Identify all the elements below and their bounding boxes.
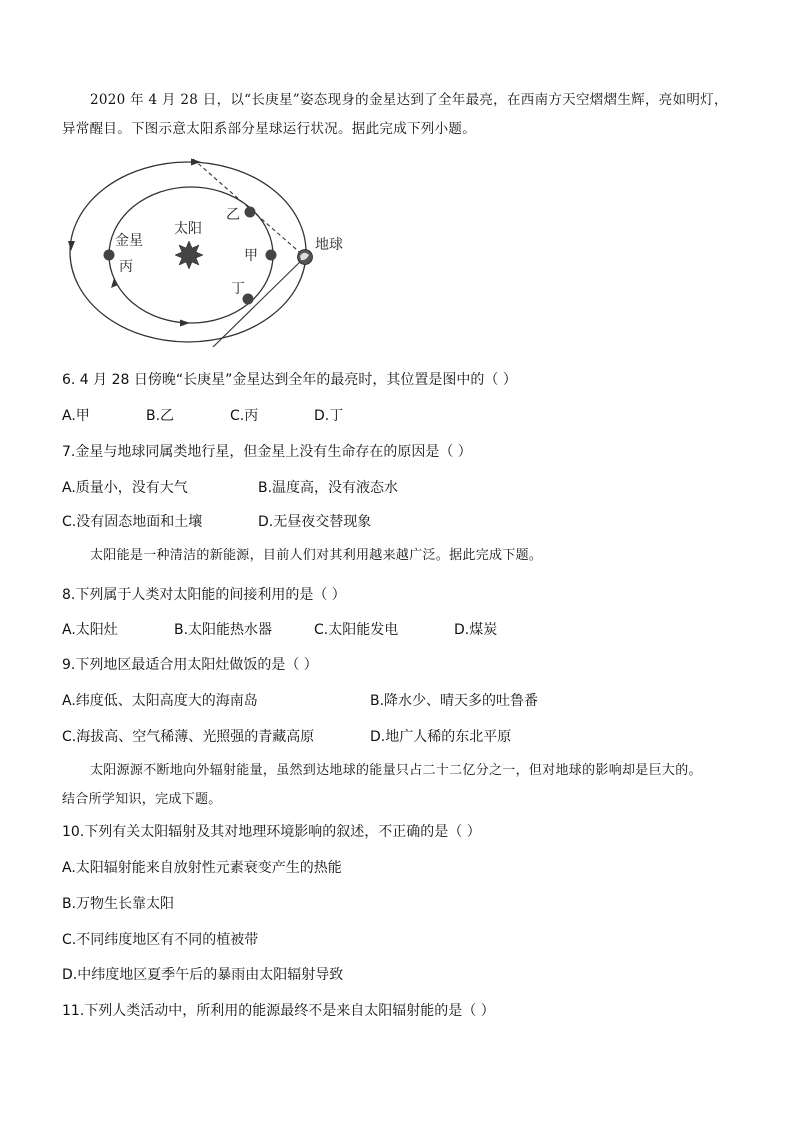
venus-position-bing bbox=[104, 250, 115, 261]
q9-option-b[interactable]: B.降水少、晴天多的吐鲁番 bbox=[370, 693, 539, 709]
q7-option-a[interactable]: A.质量小，没有大气 bbox=[62, 480, 188, 496]
passage-3 bbox=[62, 756, 762, 814]
q10-option-b[interactable]: B.万物生长靠太阳 bbox=[62, 896, 175, 912]
passage-1-line-2: 异常醒目。下图示意太阳系部分星球运行状况。据此完成下列小题。 bbox=[62, 121, 476, 137]
q9-option-d[interactable]: D.地广人稀的东北平原 bbox=[370, 729, 512, 745]
label-ding: 丁 bbox=[231, 281, 245, 297]
question-6: 6. 4 月 28 日傍晚“长庚星”金星达到全年的最亮时，其位置是图中的（ ） bbox=[62, 372, 517, 388]
q8-option-c[interactable]: C.太阳能发电 bbox=[314, 622, 399, 638]
venus-position-jia bbox=[266, 250, 277, 261]
q6-option-a[interactable]: A.甲 bbox=[62, 408, 90, 424]
question-7: 7.金星与地球同属类地行星，但金星上没有生命存在的原因是（ ） bbox=[62, 444, 472, 460]
q10-option-c[interactable]: C.不同纬度地区有不同的植被带 bbox=[62, 932, 259, 948]
venus-label: 金星 bbox=[115, 233, 143, 249]
label-yi: 乙 bbox=[226, 207, 240, 223]
sun-label: 太阳 bbox=[174, 221, 202, 237]
passage-3-line-2: 结合所学知识，完成下题。 bbox=[62, 792, 222, 807]
q7-option-b[interactable]: B.温度高，没有液态水 bbox=[258, 480, 399, 496]
label-jia: 甲 bbox=[244, 248, 258, 264]
label-bing: 丙 bbox=[119, 259, 133, 275]
q8-option-d[interactable]: D.煤炭 bbox=[454, 622, 498, 638]
passage-1-line-1: 2020 年 4 月 28 日，以“长庚星”姿态现身的金星达到了全年最亮，在西南方天空熠熠生辉，亮如明灯， bbox=[90, 92, 728, 108]
q7-option-d[interactable]: D.无昼夜交替现象 bbox=[258, 514, 372, 530]
tangent-line-lower bbox=[211, 257, 305, 347]
q6-option-b[interactable]: B.乙 bbox=[146, 408, 175, 424]
q6-option-d[interactable]: D.丁 bbox=[314, 408, 344, 424]
q7-option-c[interactable]: C.没有固态地面和土壤 bbox=[62, 514, 203, 530]
sun-icon bbox=[175, 241, 203, 269]
question-9: 9.下列地区最适合用太阳灶做饭的是（ ） bbox=[62, 657, 318, 673]
q6-option-c[interactable]: C.丙 bbox=[230, 408, 259, 424]
q10-option-a[interactable]: A.太阳辐射能来自放射性元素衰变产生的热能 bbox=[62, 860, 342, 876]
venus-position-yi bbox=[245, 207, 256, 218]
passage-3-line-1: 太阳源源不断地向外辐射能量，虽然到达地球的能量只占二十二亿分之一，但对地球的影响却是巨大的。 bbox=[90, 763, 702, 778]
q8-option-a[interactable]: A.太阳灶 bbox=[62, 622, 118, 638]
orbit-arrow-bottom bbox=[180, 320, 190, 327]
solar-system-diagram bbox=[68, 157, 358, 347]
question-10: 10.下列有关太阳辐射及其对地理环境影响的叙述，不正确的是（ ） bbox=[62, 824, 481, 840]
passage-1 bbox=[62, 86, 762, 144]
q8-option-b[interactable]: B.太阳能热水器 bbox=[174, 622, 273, 638]
passage-2 bbox=[62, 541, 762, 570]
earth-label: 地球 bbox=[315, 237, 343, 253]
question-11: 11.下列人类活动中，所利用的能源最终不是来自太阳辐射能的是（ ） bbox=[62, 1003, 495, 1019]
q9-option-c[interactable]: C.海拔高、空气稀薄、光照强的青藏高原 bbox=[62, 729, 315, 745]
question-8: 8.下列属于人类对太阳能的间接利用的是（ ） bbox=[62, 587, 346, 603]
passage-2-text: 太阳能是一种清洁的新能源，目前人们对其利用越来越广泛。据此完成下题。 bbox=[90, 548, 543, 563]
q10-option-d[interactable]: D.中纬度地区夏季午后的暴雨由太阳辐射导致 bbox=[62, 967, 344, 983]
orbit-arrow-left bbox=[68, 241, 75, 251]
q9-option-a[interactable]: A.纬度低、太阳高度大的海南岛 bbox=[62, 693, 258, 709]
